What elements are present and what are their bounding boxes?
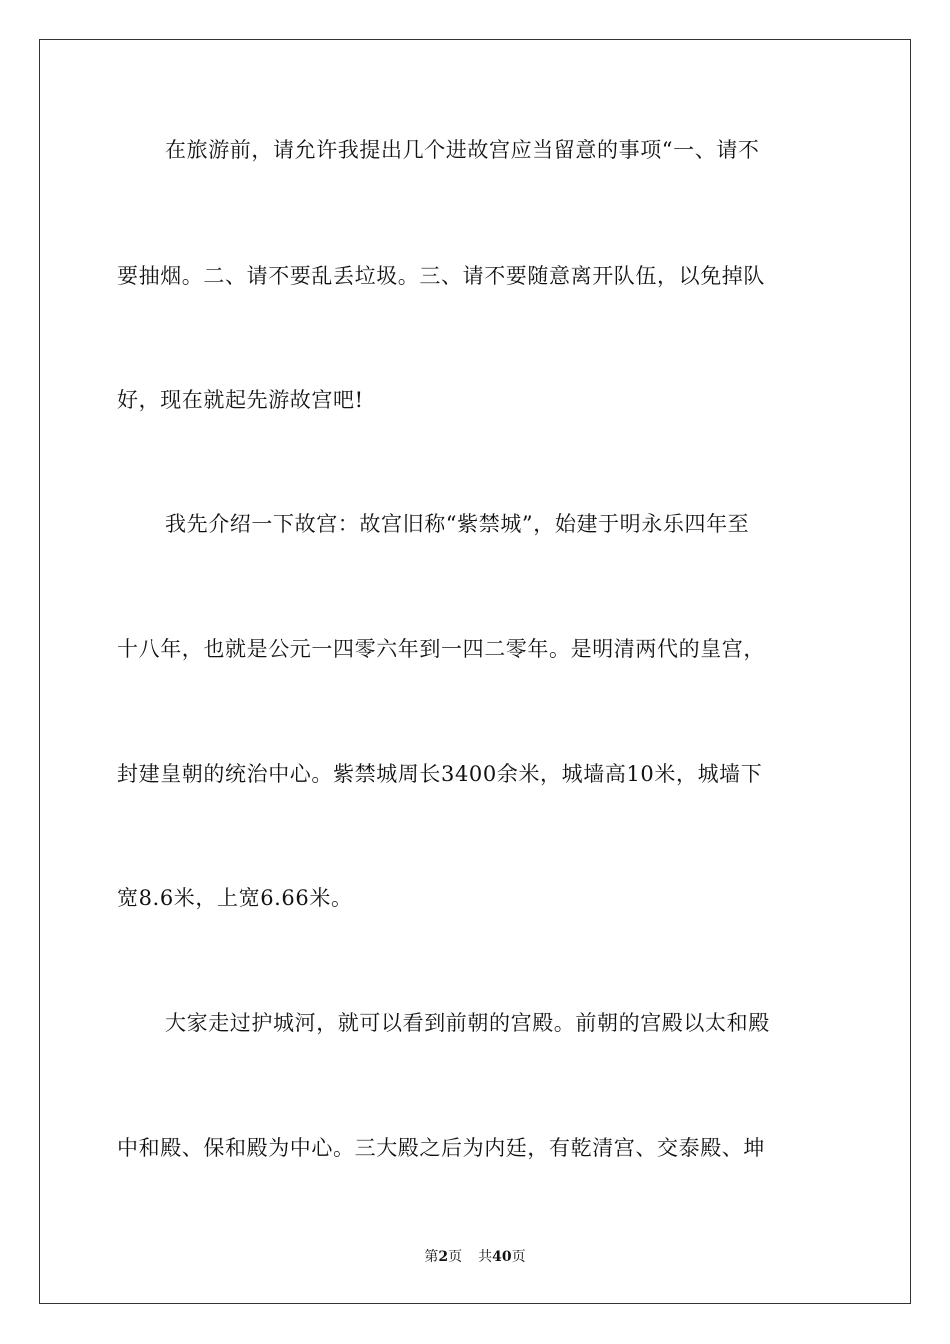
text-line: 封建皇朝的统治中心。紫禁城周长3400余米，城墙高10米，城墙下 [117, 762, 763, 786]
text-line: 在旅游前，请允许我提出几个进故宫应当留意的事项“一、请不 [165, 138, 760, 162]
text-line: 我先介绍一下故宫：故宫旧称“紫禁城”，始建于明永乐四年至 [165, 512, 750, 536]
current-page-number: 2 [438, 1249, 449, 1265]
text-line: 好，现在就起先游故宫吧! [117, 388, 364, 412]
text-line: 大家走过护城河，就可以看到前朝的宫殿。前朝的宫殿以太和殿 [165, 1011, 770, 1035]
text-line: 中和殿、保和殿为中心。三大殿之后为内廷，有乾清宫、交泰殿、坤 [117, 1136, 765, 1160]
footer-total-prefix: 共 [478, 1249, 493, 1265]
footer-prefix: 第 [424, 1249, 439, 1265]
total-pages-number: 40 [492, 1249, 512, 1265]
text-line: 要抽烟。二、请不要乱丢垃圾。三、请不要随意离开队伍，以免掉队 [117, 264, 765, 288]
text-line: 十八年，也就是公元一四零六年到一四二零年。是明清两代的皇宫， [117, 637, 765, 661]
page-footer [0, 1248, 950, 1266]
footer-total-unit: 页 [511, 1249, 526, 1265]
page-border [39, 39, 911, 1304]
text-line: 宽8.6米，上宽6.66米。 [117, 886, 353, 910]
footer-page-unit: 页 [448, 1249, 463, 1265]
